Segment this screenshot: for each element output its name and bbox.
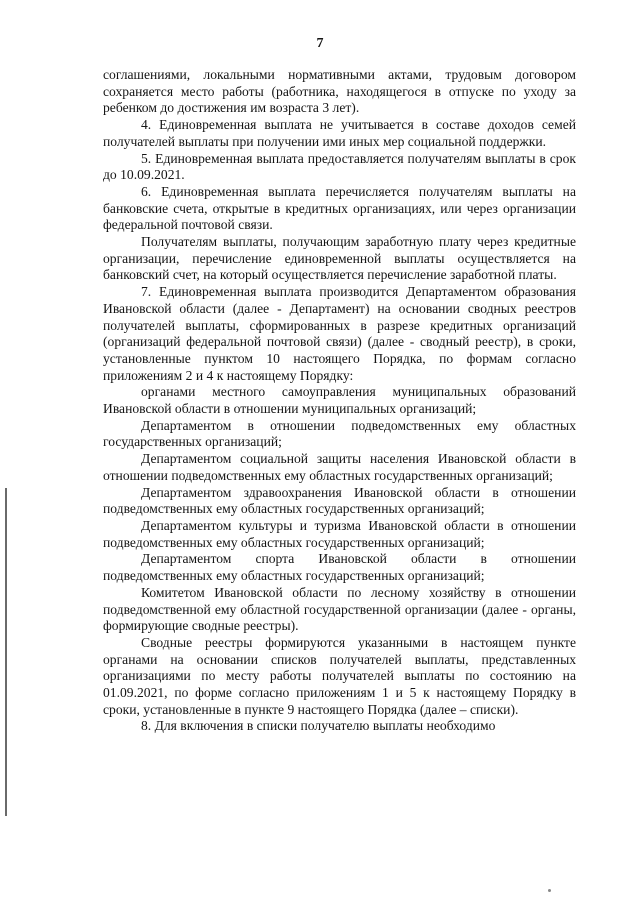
paragraph-item-6: 6. Единовременная выплата перечисляется получателям выплаты на банковские счета, открытые в кредитных организациях, или через организации федеральной почтовой связи. xyxy=(103,183,576,233)
paragraph-consolidated-registers: Сводные реестры формируются указанными в настоящем пункте органами на основании списков получателей выплаты, представленных организациями по месту работы получателей выплаты по состоянию на 01.09.2021, по форме согласно приложениям 1 и 5 к настоящему Порядку в сроки, установленные в пункте 9 настоящего Порядка (далее – списки). xyxy=(103,634,576,717)
list-item-municipal-bodies: органами местного самоуправления муниципальных образований Ивановской области в отношении муниципальных организаций; xyxy=(103,384,576,417)
list-item-education-department: Департаментом в отношении подведомственных ему областных государственных организаций; xyxy=(103,417,576,450)
list-item-forestry-committee: Комитетом Ивановской области по лесному хозяйству в отношении подведомственной ему областной государственной организации (далее - органы, формирующие сводные реестры). xyxy=(103,584,576,634)
paragraph-item-8: 8. Для включения в списки получателю выплаты необходимо xyxy=(141,718,496,734)
scan-speck xyxy=(548,889,551,892)
list-item-culture-department: Департаментом культуры и туризма Ивановской области в отношении подведомственных ему областных государственных организаций; xyxy=(103,517,576,550)
scan-binding-mark xyxy=(5,488,7,816)
list-item-health-department: Департаментом здравоохранения Ивановской области в отношении подведомственных ему областных государственных организаций; xyxy=(103,484,576,517)
paragraph-salary-recipients: Получателям выплаты, получающим заработную плату через кредитные организации, перечисление единовременной выплаты осуществляется на банковский счет, на который осуществляется перечисление заработной платы. xyxy=(103,234,576,283)
paragraph-continuation: соглашениями, локальными нормативными актами, трудовым договором сохраняется место работы (работника, находящегося в отпуске по уходу за ребенком до достижения им возраста 3 лет). xyxy=(103,67,576,116)
document-body xyxy=(103,67,576,735)
paragraph-item-7: 7. Единовременная выплата производится Департаментом образования Ивановской области (далее - Департамент) на основании сводных реестров получателей выплаты, сформированных в разрезе кредитных организаций (организаций федеральной почтовой связи) (далее - сводный реестр), в сроки, установленные пунктом 10 настоящего Порядка, по формам согласно приложениям 2 и 4 к настоящему Порядку: xyxy=(103,284,576,383)
paragraph-item-5: 5. Единовременная выплата предоставляется получателям выплаты в срок до 10.09.2021. xyxy=(103,150,576,183)
list-item-social-protection-department: Департаментом социальной защиты населения Ивановской области в отношении подведомственных ему областных государственных организаций; xyxy=(103,451,576,483)
list-item-sport-department: Департаментом спорта Ивановской области в отношении подведомственных ему областных государственных организаций; xyxy=(103,551,576,584)
paragraph-item-4: 4. Единовременная выплата не учитывается в составе доходов семей получателей выплаты при получении ими иных мер социальной поддержки. xyxy=(103,117,576,149)
page-number: 7 xyxy=(316,36,324,51)
